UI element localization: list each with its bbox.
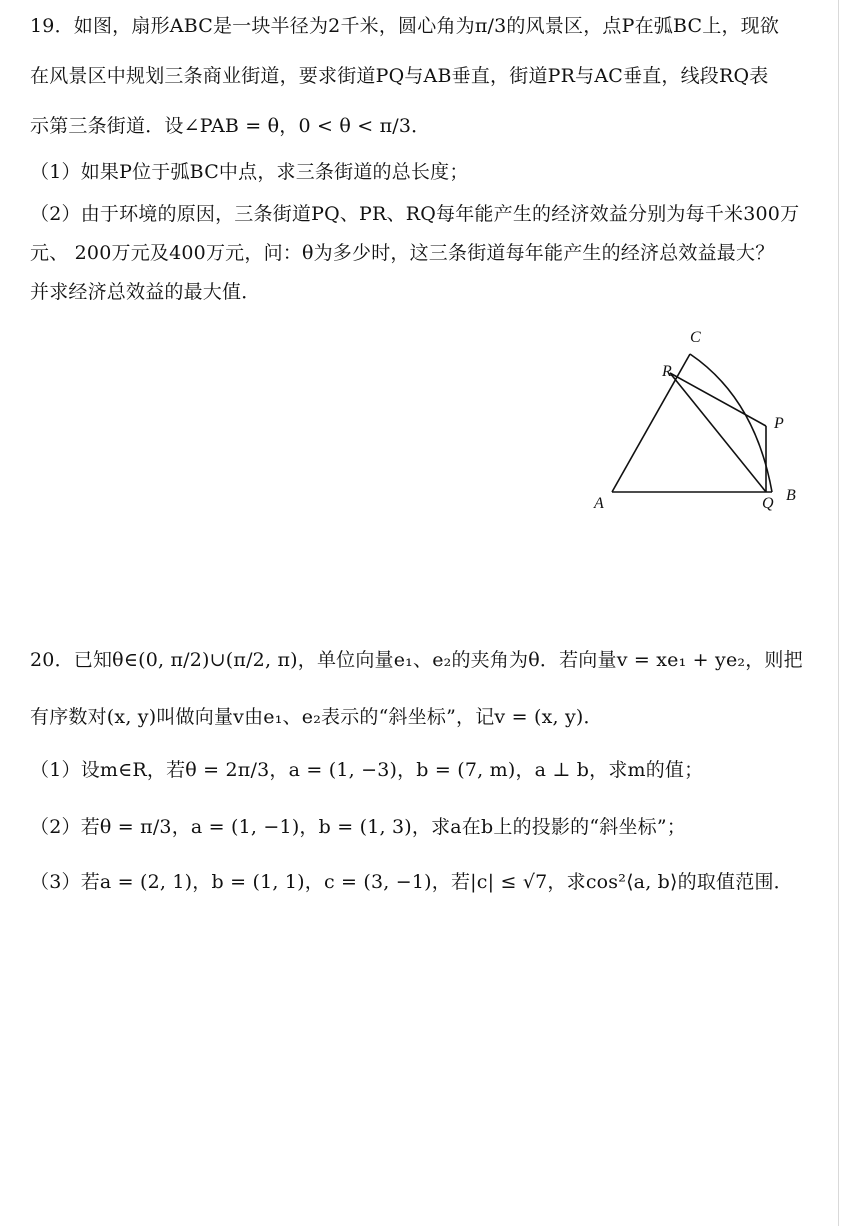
- q20-part-2: （2）若θ = π/3，a = (1, −1)，b = (1, 3)，求a在b上的投影的“斜坐标”；: [30, 816, 686, 838]
- sector-figure: [590, 318, 810, 518]
- q19-part-2-line-3: 并求经济总效益的最大值．: [30, 281, 261, 303]
- sector-diagram: [590, 318, 810, 518]
- page-edge-divider: [838, 0, 839, 1226]
- segment-RQ: [670, 373, 766, 492]
- q19-part-2-line-1: （2）由于环境的原因，三条街道PQ、PR、RQ每年能产生的经济效益分别为每千米300万: [30, 203, 800, 225]
- label-C: C: [690, 329, 701, 346]
- q19-line-3: 示第三条街道．设∠PAB = θ，0 < θ < π/3．: [30, 115, 431, 137]
- segment-RP: [670, 373, 766, 426]
- label-Q: Q: [762, 495, 774, 512]
- q20-line-1: 20．已知θ∈(0, π/2)∪(π/2, π)，单位向量e₁、e₂的夹角为θ．若向量v = xe₁ + ye₂，则把: [30, 649, 803, 671]
- label-B: B: [786, 487, 796, 504]
- q20-line-2: 有序数对(x, y)叫做向量v由e₁、e₂表示的“斜坐标”，记v = (x, y)．: [30, 706, 603, 728]
- segment-AC: [612, 354, 690, 492]
- label-A: A: [594, 495, 604, 512]
- label-P: P: [774, 415, 784, 432]
- q19-part-1: （1）如果P位于弧BC中点，求三条街道的总长度；: [30, 161, 469, 183]
- label-R: R: [662, 363, 672, 380]
- q19-part-2-line-2: 元、 200万元及400万元，问：θ为多少时，这三条街道每年能产生的经济总效益最大？: [30, 242, 775, 264]
- q20-part-3: （3）若a = (2, 1)，b = (1, 1)，c = (3, −1)，若|c| ≤ √7，求cos²⟨a, b⟩的取值范围．: [30, 871, 793, 893]
- q19-line-1: 19．如图，扇形ABC是一块半径为2千米，圆心角为π/3的风景区，点P在弧BC上，现欲: [30, 15, 780, 37]
- q19-line-2: 在风景区中规划三条商业街道，要求街道PQ与AB垂直，街道PR与AC垂直，线段RQ表: [30, 65, 769, 87]
- q20-part-1: （1）设m∈R，若θ = 2π/3，a = (1, −3)，b = (7, m)，a ⊥ b，求m的值；: [30, 759, 704, 781]
